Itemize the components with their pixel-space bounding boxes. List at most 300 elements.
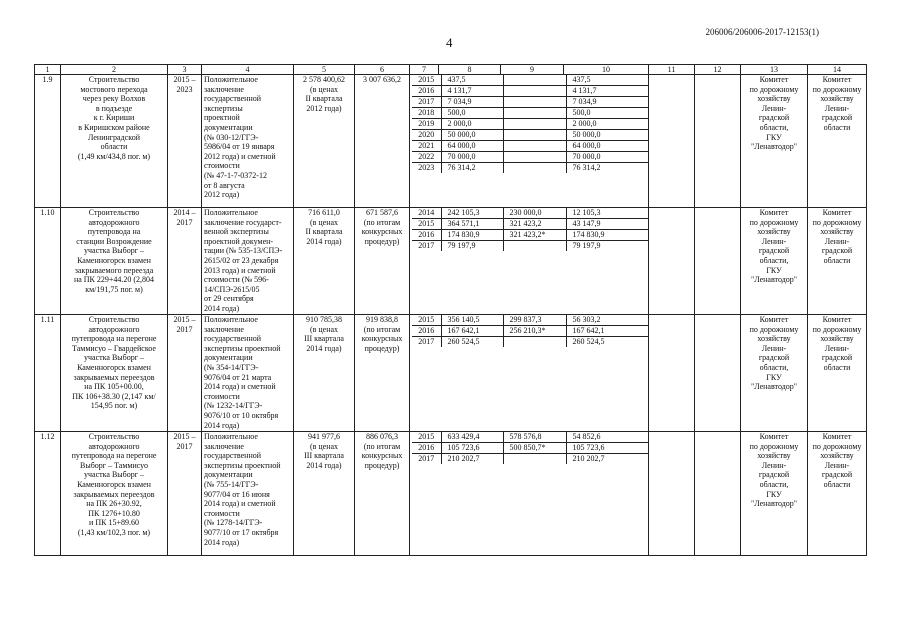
contract-cost-cell — [355, 315, 410, 432]
year-value: 2016 — [412, 230, 441, 241]
expertise-line: заключение — [204, 84, 244, 94]
year-row — [412, 86, 649, 97]
customer-line: "Ленавтодор" — [750, 499, 798, 509]
responsible-cell — [808, 432, 867, 556]
col-header: 7 — [410, 65, 439, 75]
contract-cost-cell — [355, 432, 410, 556]
column-number-row — [35, 65, 867, 75]
object-name-line: на ПК 105+00.00, — [84, 382, 144, 392]
year-row — [412, 337, 649, 348]
year-row — [412, 230, 649, 241]
customer-line: градской — [758, 113, 790, 123]
object-name-line: Строительство — [88, 432, 140, 441]
customer-cell — [741, 432, 808, 556]
expertise-line: 14/СПЭ-2615/05 — [204, 284, 260, 294]
regional-amount: 210 202,7 — [572, 454, 605, 463]
item-number: 1.11 — [35, 315, 61, 432]
year-value: 2021 — [412, 141, 441, 152]
object-name-line: автодорожного — [88, 324, 140, 334]
total-amount: 364 571,1 — [441, 219, 503, 230]
contract-cost-cell — [355, 75, 410, 208]
estimated-cost-line: (в ценах — [309, 84, 339, 94]
expertise-line: стоимости — [204, 391, 240, 401]
year-value: 2015 — [412, 315, 441, 326]
col-header: 1 — [35, 65, 61, 75]
regional-amount: 43 147,9 — [566, 219, 649, 230]
regional-amount: 260 524,5 — [572, 337, 605, 346]
estimated-cost-line: 716 611,0 — [308, 208, 340, 217]
responsible-line: градской — [821, 470, 853, 480]
yearly-financing-cell — [410, 315, 649, 432]
col-header: 8 — [439, 65, 501, 75]
responsible-line: Ленин- — [824, 236, 850, 246]
year-value: 2015 — [412, 432, 441, 443]
object-name-line: участка Выборг – — [84, 470, 144, 480]
customer-line: Комитет — [759, 432, 789, 441]
customer-line: по дорожному — [749, 217, 799, 227]
federal-amount: 500 850,7* — [503, 443, 566, 454]
responsible-line: области — [823, 479, 851, 489]
federal-amount — [503, 75, 566, 86]
contract-cost-line: конкурсных — [361, 227, 403, 237]
expertise-line: (№ 1232-14/ГГЭ- — [204, 401, 263, 411]
period-line: 2015 – — [173, 315, 196, 324]
year-row — [412, 432, 649, 443]
object-name-cell — [61, 75, 168, 208]
regional-amount: 4 131,7 — [566, 86, 649, 97]
object-name-line: Выборг – Таммисуо — [80, 460, 148, 470]
contract-cost-line: (по итогам — [363, 217, 401, 227]
object-name-line: области — [100, 142, 128, 152]
customer-line: Ленин- — [761, 460, 787, 470]
estimated-cost-cell — [294, 432, 355, 556]
yearly-financing-cell — [410, 208, 649, 315]
col-header: 5 — [294, 65, 355, 75]
contract-cost-line: 3 007 636,2 — [363, 75, 401, 84]
federal-amount: 299 837,3 — [503, 315, 566, 326]
estimated-cost-line: III квартала — [304, 334, 344, 344]
regional-amount: 54 852,6 — [566, 432, 649, 443]
object-name-line: путепровода на перегоне — [71, 451, 157, 461]
estimated-cost-line: 2 578 400,62 — [303, 75, 345, 84]
expertise-line: 2014 года) и сметной — [204, 499, 276, 509]
regional-amount: 50 000,0 — [566, 130, 649, 141]
object-name-line: 154,95 пог. м) — [90, 401, 138, 411]
expertise-line: 9076/10 от 10 октября — [204, 410, 279, 420]
expertise-line: (№ 030-12/ГГЭ- — [204, 132, 259, 142]
federal-amount — [503, 163, 566, 174]
federal-amount — [503, 337, 566, 348]
expertise-cell — [202, 315, 294, 432]
year-value: 2016 — [412, 443, 441, 454]
year-row — [412, 141, 649, 152]
expertise-line: заключение — [204, 441, 244, 451]
expertise-line: документации — [204, 122, 253, 132]
expertise-line: стоимости — [204, 508, 240, 518]
customer-line: по дорожному — [749, 84, 799, 94]
total-amount: 64 000,0 — [441, 141, 503, 152]
estimated-cost-cell — [294, 208, 355, 315]
total-amount: 4 131,7 — [441, 86, 503, 97]
responsible-line: градской — [821, 246, 853, 256]
customer-line: "Ленавтодор" — [750, 142, 798, 152]
contract-cost-line: конкурсных — [361, 451, 403, 461]
customer-line: ГКУ — [766, 132, 782, 142]
col-header: 12 — [695, 65, 741, 75]
object-name-line: к г. Кириши — [93, 113, 135, 123]
responsible-line: Комитет — [822, 75, 852, 84]
page-number: 4 — [446, 35, 453, 50]
col-header: 10 — [564, 65, 649, 75]
total-amount: 500,0 — [441, 108, 503, 119]
expertise-line: документации — [204, 470, 253, 480]
total-amount: 105 723,6 — [441, 443, 503, 454]
contract-cost-line: 671 587,6 — [366, 208, 398, 217]
object-name-line: Строительство — [88, 75, 140, 84]
expertise-line: 2014 года) — [204, 420, 240, 430]
estimated-cost-line: II квартала — [305, 94, 343, 104]
customer-line: ГКУ — [766, 372, 782, 382]
year-value: 2016 — [412, 326, 441, 337]
expertise-line: от 29 сентября — [204, 294, 254, 304]
responsible-line: области — [823, 255, 851, 265]
column-12-cell — [695, 75, 741, 208]
estimated-cost-line: III квартала — [304, 451, 344, 461]
federal-amount — [503, 454, 566, 465]
year-row — [412, 108, 649, 119]
year-value: 2017 — [412, 337, 441, 348]
estimated-cost-cell — [294, 75, 355, 208]
year-row — [412, 326, 649, 337]
total-amount: 50 000,0 — [441, 130, 503, 141]
regional-amount: 79 197,9 — [572, 241, 601, 250]
expertise-line: документации — [204, 353, 253, 363]
col-header: 11 — [649, 65, 695, 75]
year-row — [412, 97, 649, 108]
object-name-line: ПК 106+38.30 (2,147 км/ — [72, 391, 156, 401]
period-line: 2014 – — [173, 208, 196, 217]
object-name-line: закрываемых переездов — [73, 372, 155, 382]
estimated-cost-line: 2012 года) — [306, 103, 342, 113]
responsible-cell — [808, 315, 867, 432]
column-11-cell — [649, 75, 695, 208]
object-name-line: мостового перехода — [80, 84, 148, 94]
regional-amount: 2 000,0 — [566, 119, 649, 130]
total-amount: 2 000,0 — [441, 119, 503, 130]
object-name-line: и ПК 15+89.60 — [89, 518, 139, 528]
object-name-line: в Киришском районе — [78, 122, 150, 132]
object-name-line: автодорожного — [88, 217, 140, 227]
regional-amount: 500,0 — [566, 108, 649, 119]
total-amount: 633 429,4 — [441, 432, 503, 443]
expertise-line: 5986/04 от 19 января — [204, 142, 275, 152]
regional-amount: 56 303,2 — [566, 315, 649, 326]
object-name-line: путепровода на перегоне — [71, 334, 157, 344]
expertise-line: стоимости (№ 596- — [204, 275, 269, 285]
expertise-line: государственной — [204, 451, 262, 461]
customer-line: Ленин- — [761, 343, 787, 353]
object-name-line: станции Возрождение — [76, 236, 152, 246]
responsible-line: по дорожному — [812, 84, 862, 94]
year-row — [412, 219, 649, 230]
customer-line: градской — [758, 470, 790, 480]
responsible-cell — [808, 208, 867, 315]
year-row — [412, 119, 649, 130]
responsible-line: Ленин- — [824, 460, 850, 470]
object-name-line: путепровода на — [87, 227, 141, 237]
expertise-line: венной экспертизы — [204, 227, 269, 237]
object-name-line: Строительство — [88, 208, 140, 217]
customer-cell — [741, 75, 808, 208]
column-12-cell — [695, 432, 741, 556]
year-value: 2015 — [412, 75, 441, 86]
responsible-line: Комитет — [822, 432, 852, 441]
col-header: 13 — [741, 65, 808, 75]
expertise-line: Положительное — [204, 75, 258, 84]
expertise-line: (№ 1278-14/ГГЭ- — [204, 518, 263, 528]
year-value: 2019 — [412, 119, 441, 130]
year-row — [412, 208, 649, 219]
expertise-line: государственной — [204, 334, 262, 344]
column-12-cell — [695, 315, 741, 432]
yearly-financing-table — [412, 315, 649, 347]
expertise-line: стоимости — [204, 161, 240, 171]
federal-amount: 256 210,3* — [503, 326, 566, 337]
year-row — [412, 454, 649, 465]
regional-amount: 76 314,2 — [572, 163, 601, 172]
responsible-line: по дорожному — [812, 441, 862, 451]
expertise-line: 2012 года) — [204, 190, 240, 200]
yearly-financing-cell — [410, 75, 649, 208]
object-name-line: ПК 1276+10.80 — [88, 508, 140, 518]
year-value: 2023 — [412, 163, 441, 174]
federal-amount — [503, 130, 566, 141]
estimated-cost-line: II квартала — [305, 227, 343, 237]
col-header: 9 — [501, 65, 564, 75]
customer-line: Комитет — [759, 315, 789, 324]
year-value: 2015 — [412, 219, 441, 230]
federal-amount — [503, 119, 566, 130]
responsible-line: по дорожному — [812, 324, 862, 334]
object-name-line: на ПК 229+44.20 (2,804 — [73, 275, 155, 285]
contract-cost-line: (по итогам — [363, 324, 401, 334]
table-row — [35, 315, 867, 432]
column-11-cell — [649, 208, 695, 315]
regional-amount: 105 723,6 — [566, 443, 649, 454]
estimated-cost-cell — [294, 315, 355, 432]
year-value: 2018 — [412, 108, 441, 119]
contract-cost-line: (по итогам — [363, 441, 401, 451]
customer-line: по дорожному — [749, 441, 799, 451]
responsible-line: Ленин- — [824, 343, 850, 353]
customer-cell — [741, 315, 808, 432]
object-name-line: Каменногорск взамен — [77, 362, 151, 372]
year-value: 2017 — [412, 97, 441, 108]
year-row — [412, 163, 649, 174]
expertise-line: 2615/02 от 23 декабря — [204, 255, 279, 265]
period-cell — [168, 315, 202, 432]
federal-amount — [503, 152, 566, 163]
period-line: 2015 – — [173, 75, 196, 84]
year-row — [412, 443, 649, 454]
object-name-line: Строительство — [88, 315, 140, 324]
expertise-line: 2014 года) — [204, 537, 240, 547]
period-line: 2017 — [176, 441, 193, 451]
contract-cost-line: процедур) — [364, 460, 400, 470]
object-name-line: закрываемых переездов — [73, 489, 155, 499]
column-11-cell — [649, 432, 695, 556]
customer-line: градской — [758, 353, 790, 363]
federal-amount: 230 000,0 — [503, 208, 566, 219]
expertise-line: Положительное — [204, 208, 258, 217]
federal-amount — [503, 241, 566, 252]
col-header: 2 — [61, 65, 168, 75]
total-amount: 260 524,5 — [441, 337, 503, 348]
federal-amount: 321 423,2* — [503, 230, 566, 241]
yearly-financing-table — [412, 75, 649, 173]
expertise-line: 2013 года) и сметной — [204, 265, 276, 275]
expertise-line: проектной докумен- — [204, 236, 274, 246]
regional-amount: 437,5 — [566, 75, 649, 86]
expertise-line: 2014 года) и сметной — [204, 382, 276, 392]
responsible-line: Комитет — [822, 208, 852, 217]
document-id: 206006/206006-2017-12153(1) — [705, 27, 819, 37]
object-name-line: Каменногорск взамен — [77, 255, 151, 265]
expertise-line: государственной — [204, 94, 262, 104]
year-row — [412, 152, 649, 163]
responsible-line: градской — [821, 113, 853, 123]
col-header: 3 — [168, 65, 202, 75]
item-number: 1.9 — [35, 75, 61, 208]
expertise-line: заключение — [204, 324, 244, 334]
yearly-financing-table — [412, 208, 649, 251]
object-name-line: автодорожного — [88, 441, 140, 451]
year-row — [412, 130, 649, 141]
total-amount: 210 202,7 — [441, 454, 503, 465]
federal-amount — [503, 86, 566, 97]
expertise-line: Положительное — [204, 432, 258, 441]
col-header: 4 — [202, 65, 294, 75]
customer-line: Ленин- — [761, 103, 787, 113]
federal-amount — [503, 141, 566, 152]
customer-line: хозяйству — [757, 227, 791, 237]
object-name-line: (1,49 км/434,8 пог. м) — [77, 151, 151, 161]
customer-cell — [741, 208, 808, 315]
object-name-line: в подъезде — [95, 103, 133, 113]
responsible-line: хозяйству — [820, 334, 854, 344]
total-amount: 7 034,9 — [441, 97, 503, 108]
year-value: 2016 — [412, 86, 441, 97]
period-cell — [168, 208, 202, 315]
responsible-line: хозяйству — [820, 227, 854, 237]
responsible-line: области — [823, 362, 851, 372]
yearly-financing-cell — [410, 432, 649, 556]
expertise-line: 9077/04 от 16 июня — [204, 489, 270, 499]
estimated-cost-line: (в ценах — [309, 441, 339, 451]
contract-cost-cell — [355, 208, 410, 315]
expertise-line: 2012 года) и сметной — [204, 151, 276, 161]
expertise-line: 2014 года) — [204, 303, 240, 313]
estimated-cost-line: 941 977,6 — [308, 432, 340, 441]
customer-line: Комитет — [759, 75, 789, 84]
customer-line: Ленин- — [761, 236, 787, 246]
expertise-line: экспертизы проектной — [204, 343, 281, 353]
object-name-line: Ленинградской — [88, 132, 140, 142]
regional-amount: 167 642,1 — [566, 326, 649, 337]
year-row — [412, 241, 649, 252]
federal-amount — [503, 97, 566, 108]
customer-line: области, — [759, 479, 789, 489]
regional-amount: 70 000,0 — [566, 152, 649, 163]
object-name-cell — [61, 315, 168, 432]
expertise-cell — [202, 432, 294, 556]
responsible-line: области — [823, 122, 851, 132]
year-row — [412, 75, 649, 86]
period-cell — [168, 432, 202, 556]
customer-line: градской — [758, 246, 790, 256]
customer-line: ГКУ — [766, 265, 782, 275]
column-11-cell — [649, 315, 695, 432]
year-value: 2017 — [412, 241, 441, 252]
col-header: 6 — [355, 65, 410, 75]
federal-amount — [503, 108, 566, 119]
expertise-line: (№ 755-14/ГГЭ- — [204, 479, 259, 489]
estimated-cost-line: (в ценах — [309, 217, 339, 227]
total-amount: 437,5 — [441, 75, 503, 86]
table-row — [35, 432, 867, 556]
total-amount: 76 314,2 — [441, 163, 503, 174]
regional-amount: 64 000,0 — [566, 141, 649, 152]
item-number: 1.12 — [35, 432, 61, 556]
period-line: 2015 – — [173, 432, 196, 441]
customer-line: хозяйству — [757, 451, 791, 461]
responsible-line: хозяйству — [820, 94, 854, 104]
customer-line: области, — [759, 122, 789, 132]
responsible-line: по дорожному — [812, 217, 862, 227]
column-12-cell — [695, 208, 741, 315]
object-name-line: на ПК 26+30.92, — [86, 499, 142, 509]
object-name-line: (1,43 км/102,3 пог. м) — [77, 527, 151, 537]
object-name-line: закрываемого переезда — [74, 265, 154, 275]
expertise-line: заключение государст- — [204, 217, 282, 227]
federal-amount: 578 576,8 — [503, 432, 566, 443]
program-table — [34, 64, 867, 556]
year-row — [412, 315, 649, 326]
expertise-line: от 8 августа — [204, 180, 245, 190]
expertise-line: экспертизы — [204, 103, 243, 113]
total-amount: 242 105,3 — [441, 208, 503, 219]
period-line: 2017 — [176, 217, 193, 227]
customer-line: хозяйству — [757, 94, 791, 104]
expertise-line: 9076/04 от 21 марта — [204, 372, 272, 382]
expertise-line: 9077/10 от 17 октября — [204, 527, 279, 537]
object-name-line: участка Выборг – — [84, 353, 144, 363]
object-name-cell — [61, 432, 168, 556]
estimated-cost-line: 2014 года) — [306, 236, 342, 246]
federal-amount: 321 423,2 — [503, 219, 566, 230]
contract-cost-line: процедур) — [364, 236, 400, 246]
contract-cost-line: 919 838,8 — [366, 315, 398, 324]
regional-amount: 7 034,9 — [566, 97, 649, 108]
period-line: 2023 — [176, 84, 193, 94]
expertise-line: экспертизы проектной — [204, 460, 281, 470]
customer-line: области, — [759, 362, 789, 372]
customer-line: области, — [759, 255, 789, 265]
customer-line: ГКУ — [766, 489, 782, 499]
responsible-line: Комитет — [822, 315, 852, 324]
object-name-line: Таммисуо – Гвардейское — [72, 343, 156, 353]
total-amount: 167 642,1 — [441, 326, 503, 337]
